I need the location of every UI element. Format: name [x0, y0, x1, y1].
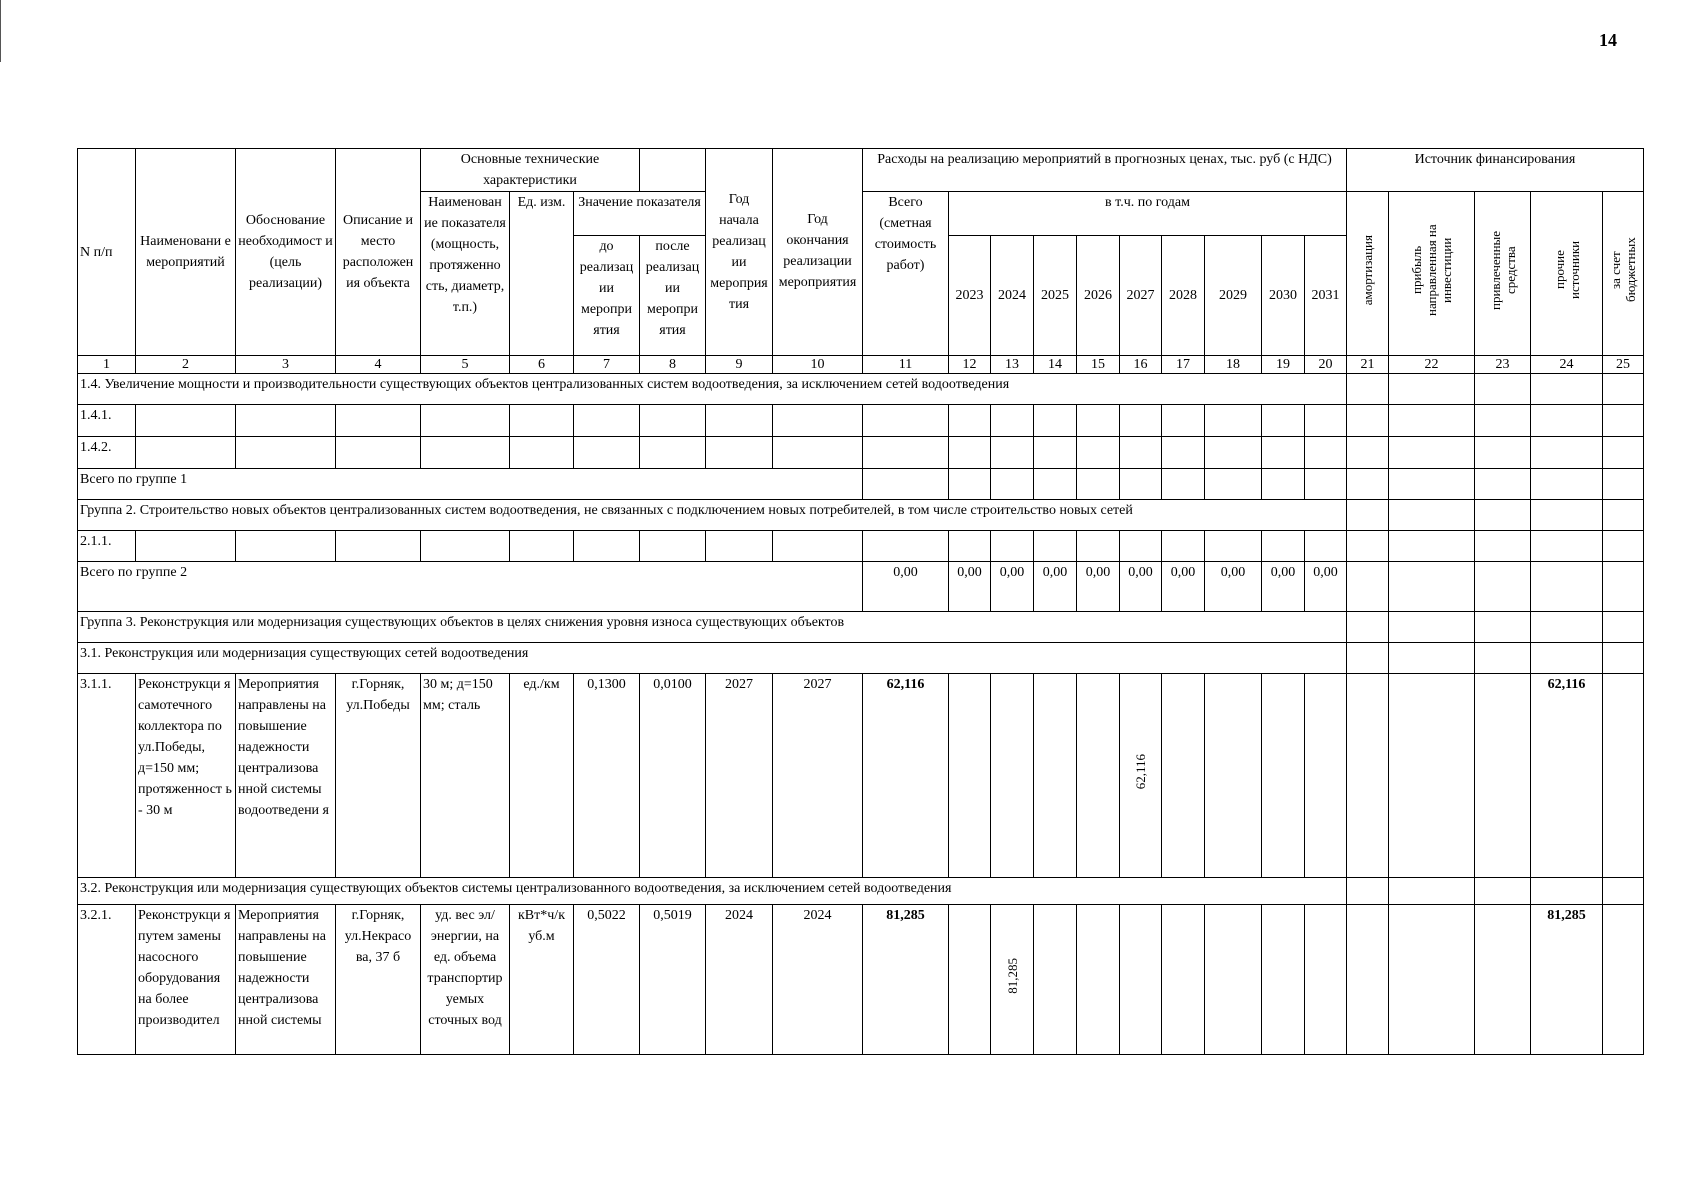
- row-end-year: 2024: [773, 905, 863, 1055]
- column-numbers-row: [78, 356, 1644, 374]
- col-num: 5: [421, 356, 510, 374]
- row-number: 3.1.1.: [78, 674, 136, 878]
- section-row: [78, 643, 1644, 674]
- section-3-1-title: 3.1. Реконструкция или модернизация существующих сетей водоотведения: [78, 643, 1347, 674]
- header-year-2031: 2031: [1305, 236, 1347, 356]
- col-num: 6: [510, 356, 574, 374]
- table-row: [78, 405, 1644, 437]
- col-num: 21: [1347, 356, 1389, 374]
- header-funding-profit: прибыль направленная на инвестиции: [1389, 192, 1475, 356]
- col-num: 18: [1205, 356, 1262, 374]
- group-2-year-value: 0,00: [949, 562, 991, 612]
- col-num: 23: [1475, 356, 1531, 374]
- header-indicator: Наименован ие показателя (мощность, протяженно сть, диаметр, т.п.): [421, 192, 510, 356]
- row-number: 1.4.1.: [78, 405, 136, 437]
- row-after: 0,5019: [640, 905, 706, 1055]
- col-num: 9: [706, 356, 773, 374]
- row-year-2024-value: 81,285: [991, 905, 1034, 1055]
- col-num: 4: [336, 356, 421, 374]
- col-num: 14: [1034, 356, 1077, 374]
- row-year-2027-value: 62,116: [1120, 674, 1162, 878]
- row-indicator: уд. вес эл/энергии, на ед. объема транспортир уемых сточных вод: [421, 905, 510, 1055]
- header-year-2024: 2024: [991, 236, 1034, 356]
- header-year-2026: 2026: [1077, 236, 1120, 356]
- col-num: 24: [1531, 356, 1603, 374]
- table-row: [78, 531, 1644, 562]
- table-row: [78, 437, 1644, 469]
- group-2-year-value: 0,00: [1162, 562, 1205, 612]
- row-indicator: 30 м; д=150 мм; сталь: [421, 674, 510, 878]
- header-end-year: Год окончания реализации мероприятия: [773, 149, 863, 356]
- col-num: 22: [1389, 356, 1475, 374]
- row-total: 62,116: [863, 674, 949, 878]
- row-other-sources: 62,116: [1531, 674, 1603, 878]
- header-name: Наименовани е мероприятий: [136, 149, 236, 356]
- page-number: 14: [1599, 30, 1617, 50]
- header-value-group: Значение показателя: [574, 192, 706, 236]
- group-2-year-value: 0,00: [1120, 562, 1162, 612]
- row-before: 0,5022: [574, 905, 640, 1055]
- col-num: 1: [78, 356, 136, 374]
- col-num: 20: [1305, 356, 1347, 374]
- row-start-year: 2024: [706, 905, 773, 1055]
- table-row: [78, 905, 1644, 1055]
- group-2-year-value: 0,00: [1262, 562, 1305, 612]
- row-name: Реконструкци я путем замены насосного оборудования на более производител: [136, 905, 236, 1055]
- header-tech-group: Основные технические характеристики: [421, 149, 640, 192]
- investment-table: [77, 148, 1644, 1055]
- row-name: Реконструкци я самотечного коллектора по ул.Победы, д=150 мм; протяженност ь - 30 м: [136, 674, 236, 878]
- header-total: Всего (сметная стоимость работ): [863, 192, 949, 356]
- group-3-title: Группа 3. Реконструкция или модернизация существующих объектов в целях снижения уровня износа существующих объектов: [78, 612, 1347, 643]
- group-total-row: [78, 562, 1644, 612]
- group-2-total-value: 0,00: [863, 562, 949, 612]
- row-number: 2.1.1.: [78, 531, 136, 562]
- header-justification: Обоснование необходимост и (цель реализации): [236, 149, 336, 356]
- header-start-year: Год начала реализац ии мероприя тия: [706, 149, 773, 356]
- header-funding-group: Источник финансирования: [1347, 149, 1644, 192]
- group-2-title: Группа 2. Строительство новых объектов централизованных систем водоотведения, не связанных с подключением новых потребителей, в том числе строительство новых сетей: [78, 500, 1347, 531]
- header-after: после реализац ии меропри ятия: [640, 236, 706, 356]
- header-year-2025: 2025: [1034, 236, 1077, 356]
- col-num: 7: [574, 356, 640, 374]
- row-unit: ед./км: [510, 674, 574, 878]
- header-year-2029: 2029: [1205, 236, 1262, 356]
- header-costs-group: Расходы на реализацию мероприятий в прогнозных ценах, тыс. руб (с НДС): [863, 149, 1347, 192]
- group-2-total-label: Всего по группе 2: [78, 562, 863, 612]
- row-number: 1.4.2.: [78, 437, 136, 469]
- group-2-year-value: 0,00: [1305, 562, 1347, 612]
- col-num: 11: [863, 356, 949, 374]
- header-by-years: в т.ч. по годам: [949, 192, 1347, 236]
- header-year-2030: 2030: [1262, 236, 1305, 356]
- section-row: [78, 612, 1644, 643]
- row-number: 3.2.1.: [78, 905, 136, 1055]
- header-unit: Ед. изм.: [510, 192, 574, 356]
- row-location: г.Горняк, ул.Некрасо ва, 37 б: [336, 905, 421, 1055]
- header-funding-budget: за счет бюджетных: [1603, 192, 1644, 356]
- row-unit: кВт*ч/к уб.м: [510, 905, 574, 1055]
- row-other-sources: 81,285: [1531, 905, 1603, 1055]
- row-justification: Мероприятия направлены на повышение надежности централизова нной системы водоотведени я: [236, 674, 336, 878]
- header-year-2027: 2027: [1120, 236, 1162, 356]
- header-empty-cell: [640, 149, 706, 192]
- header-n-pp: N п/п: [78, 149, 136, 356]
- group-total-row: [78, 469, 1644, 500]
- group-2-year-value: 0,00: [1077, 562, 1120, 612]
- header-funding-attracted: привлеченные средства: [1475, 192, 1531, 356]
- col-num: 3: [236, 356, 336, 374]
- header-funding-other: прочие источники: [1531, 192, 1603, 356]
- col-num: 2: [136, 356, 236, 374]
- col-num: 15: [1077, 356, 1120, 374]
- row-end-year: 2027: [773, 674, 863, 878]
- group-2-year-value: 0,00: [991, 562, 1034, 612]
- header-location: Описание и место расположен ия объекта: [336, 149, 421, 356]
- group-2-year-value: 0,00: [1205, 562, 1262, 612]
- section-3-2-title: 3.2. Реконструкция или модернизация существующих объектов системы централизованного водоотведения, за исключением сетей водоотведения: [78, 878, 1347, 905]
- col-num: 13: [991, 356, 1034, 374]
- col-num: 8: [640, 356, 706, 374]
- group-1-total-label: Всего по группе 1: [78, 469, 863, 500]
- col-num: 17: [1162, 356, 1205, 374]
- row-total: 81,285: [863, 905, 949, 1055]
- page-edge-line: [0, 0, 1, 62]
- section-row: [78, 500, 1644, 531]
- section-row: [78, 374, 1644, 405]
- row-start-year: 2027: [706, 674, 773, 878]
- col-num: 16: [1120, 356, 1162, 374]
- header-funding-amortization: амортизация: [1347, 192, 1389, 356]
- row-before: 0,1300: [574, 674, 640, 878]
- col-num: 12: [949, 356, 991, 374]
- header-year-2023: 2023: [949, 236, 991, 356]
- row-location: г.Горняк, ул.Победы: [336, 674, 421, 878]
- group-2-year-value: 0,00: [1034, 562, 1077, 612]
- col-num: 10: [773, 356, 863, 374]
- row-justification: Мероприятия направлены на повышение надежности централизова нной системы: [236, 905, 336, 1055]
- col-num: 19: [1262, 356, 1305, 374]
- row-after: 0,0100: [640, 674, 706, 878]
- table-row: [78, 674, 1644, 878]
- header-before: до реализац ии меропри ятия: [574, 236, 640, 356]
- section-row: [78, 878, 1644, 905]
- header-year-2028: 2028: [1162, 236, 1205, 356]
- col-num: 25: [1603, 356, 1644, 374]
- section-1-4-title: 1.4. Увеличение мощности и производительности существующих объектов централизованных систем водоотведения, за исключением сетей водоотведения: [78, 374, 1347, 405]
